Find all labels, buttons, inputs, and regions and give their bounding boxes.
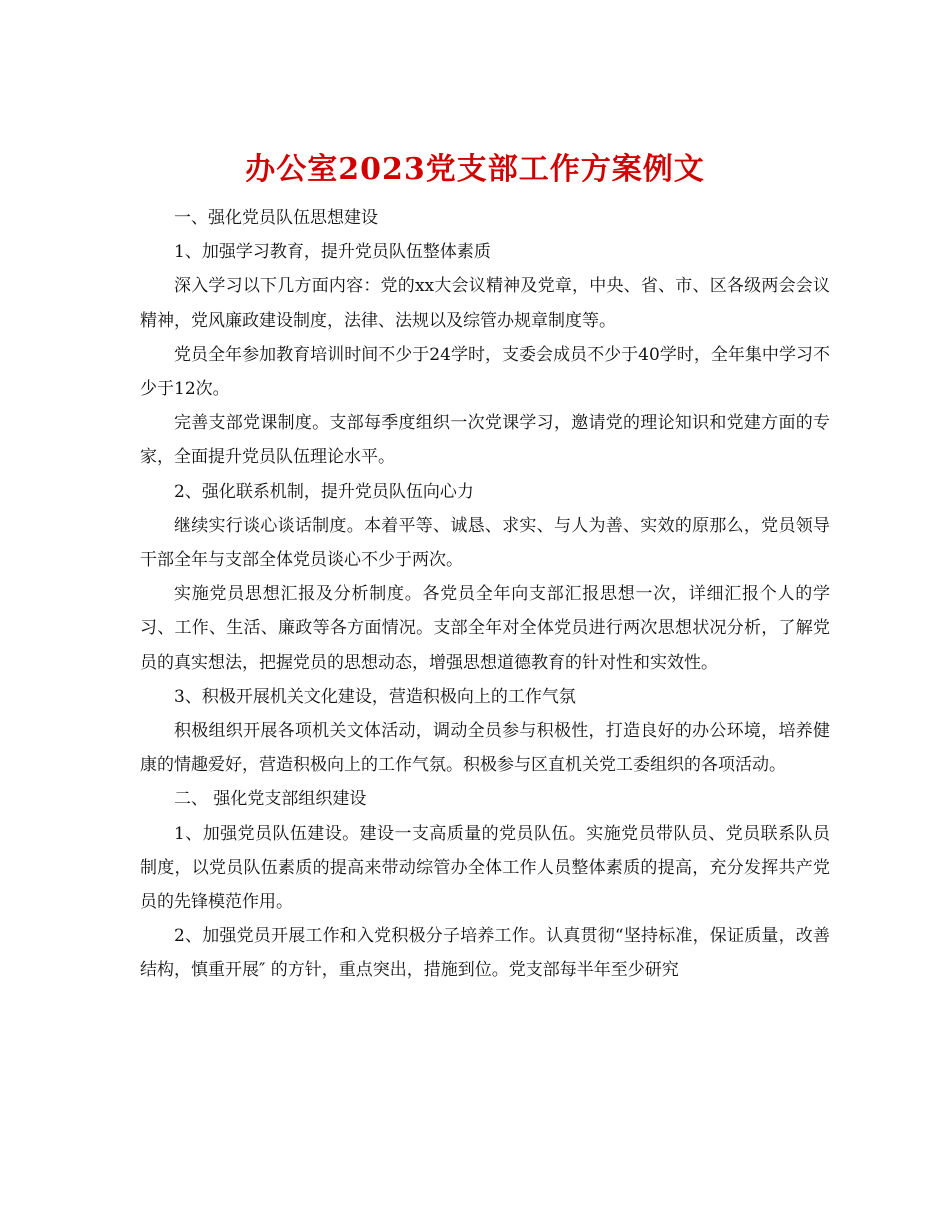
body-paragraph: 2、加强党员开展工作和入党积极分子培养工作。认真贯彻“坚持标准，保证质量，改善结构，慎重开展″ 的方针，重点突出，措施到位。党支部每半年至少研究 — [140, 926, 830, 981]
subsection-heading: 1、加强学习教育，提升党员队伍整体素质 — [174, 242, 491, 263]
document-body — [140, 201, 830, 988]
body-paragraph: 完善支部党课制度。支部每季度组织一次党课学习，邀请党的理论知识和党建方面的专家，全面提升党员队伍理论水平。 — [140, 413, 830, 468]
body-paragraph: 实施党员思想汇报及分析制度。各党员全年向支部汇报思想一次，详细汇报个人的学习、工作、生活、廉政等各方面情况。支部全年对全体党员进行两次思想状况分析，了解党员的真实想法，把握党员的思想动态，增强思想道德教育的针对性和实效性。 — [140, 584, 830, 673]
body-paragraph: 深入学习以下几方面内容：党的xx大会议精神及党章，中央、省、市、区各级两会会议精神，党风廉政建设制度，法律、法规以及综管办规章制度等。 — [140, 276, 830, 331]
body-paragraph: 继续实行谈心谈话制度。本着平等、诚恳、求实、与人为善、实效的原那么，党员领导干部全年与支部全体党员谈心不少于两次。 — [140, 515, 830, 571]
section-heading: 一、强化党员队伍思想建设 — [174, 208, 378, 228]
section-heading: 二、 强化党支部组织建设 — [174, 789, 367, 810]
body-paragraph: 积极组织开展各项机关文体活动，调动全员参与积极性，打造良好的办公环境，培养健康的情趣爱好，营造积极向上的工作气氛。积极参与区直机关党工委组织的各项活动。 — [140, 721, 830, 776]
subsection-heading: 3、积极开展机关文化建设，营造积极向上的工作气氛 — [174, 686, 576, 707]
subsection-heading: 2、强化联系机制，提升党员队伍向心力 — [174, 481, 474, 502]
document-title: 办公室2023党支部工作方案例文 — [245, 152, 705, 188]
body-paragraph: 党员全年参加教育培训时间不少于24学时，支委会成员不少于40学时，全年集中学习不少于12次。 — [140, 344, 830, 400]
body-paragraph: 1、加强党员队伍建设。建设一支高质量的党员队伍。实施党员带队员、党员联系队员制度，以党员队伍素质的提高来带动综管办全体工作人员整体素质的提高，充分发挥共产党员的先锋模范作用。 — [140, 823, 830, 913]
